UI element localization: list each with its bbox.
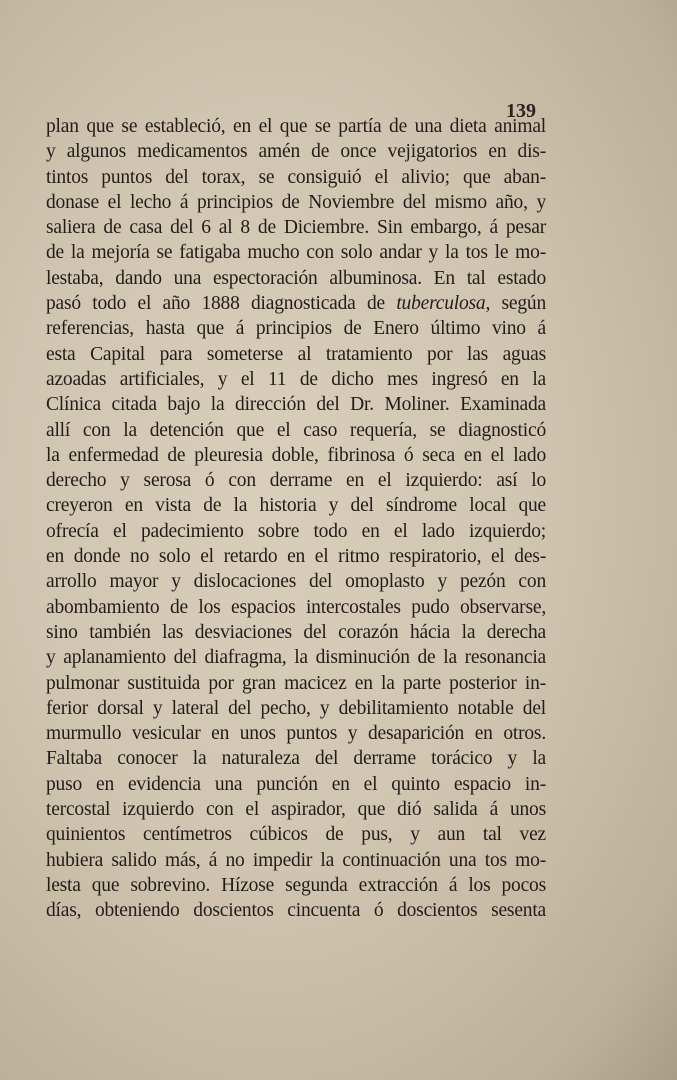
text-line: lesta que sobrevino. Hízose segunda extracción á los pocos (46, 874, 546, 896)
text-line: plan que se estableció, en el que se partía de una dieta animal (46, 116, 546, 137)
text-line: Clínica citada bajo la dirección del Dr. Moliner. Examinada (46, 394, 546, 416)
text-line: lestaba, dando una espectoración albuminosa. En tal estado (46, 267, 546, 289)
text-line: y aplanamiento del diafragma, la disminución de la resonancia (46, 647, 546, 669)
text-line: sino también las desviaciones del corazón hácia la derecha (46, 621, 546, 643)
text-line: murmullo vesicular en unos puntos y desaparición en otros. (46, 723, 546, 745)
text-line: puso en evidencia una punción en el quinto espacio in- (46, 773, 546, 795)
text-line: de la mejoría se fatigaba mucho con solo andar y la tos le mo- (46, 242, 546, 264)
text-line: pulmonar sustituida por gran macicez en la parte posterior in- (46, 672, 546, 694)
text-line: quinientos centímetros cúbicos de pus, y aun tal vez (46, 824, 546, 846)
text-line: referencias, hasta que á principios de Enero último vino á (46, 318, 546, 340)
text-line: en donde no solo el retardo en el ritmo respiratorio, el des- (46, 546, 546, 568)
text-line: la enfermedad de pleuresia doble, fibrinosa ó seca en el lado (46, 444, 546, 466)
text-line: días, obteniendo doscientos cincuenta ó doscientos sesenta (46, 900, 546, 922)
text-line: abombamiento de los espacios intercostales pudo observarse, (46, 596, 546, 618)
text-line: arrollo mayor y dislocaciones del omoplasto y pezón con (46, 571, 546, 593)
text-line: ofrecía el padecimiento sobre todo en el lado izquierdo; (46, 520, 546, 542)
text-line: tintos puntos del torax, se consiguió el alivio; que aban- (46, 166, 546, 188)
text-line: allí con la detención que el caso requería, se diagnosticó (46, 419, 546, 441)
text-line: derecho y serosa ó con derrame en el izquierdo: así lo (46, 470, 546, 492)
text-line: pasó todo el año 1888 diagnosticada de tuberculosa, según (46, 293, 546, 315)
page-number: 139 (506, 100, 536, 122)
text-line: esta Capital para someterse al tratamiento por las aguas (46, 343, 546, 365)
text-line: Faltaba conocer la naturaleza del derrame torácico y la (46, 748, 546, 770)
text-line: creyeron en vista de la historia y del síndrome local que (46, 495, 546, 517)
text-line: ferior dorsal y lateral del pecho, y debilitamiento notable del (46, 697, 546, 719)
text-line: tercostal izquierdo con el aspirador, que dió salida á unos (46, 799, 546, 821)
text-line: donase el lecho á principios de Noviembre del mismo año, y (46, 191, 546, 213)
body-text (46, 114, 546, 924)
text-line: hubiera salido más, á no impedir la continuación una tos mo- (46, 849, 546, 871)
text-line: azoadas artificiales, y el 11 de dicho mes ingresó en la (46, 368, 546, 390)
text-line: saliera de casa del 6 al 8 de Diciembre. Sin embargo, á pesar (46, 217, 546, 239)
text-line: y algunos medicamentos amén de once vejigatorios en dis- (46, 141, 546, 163)
